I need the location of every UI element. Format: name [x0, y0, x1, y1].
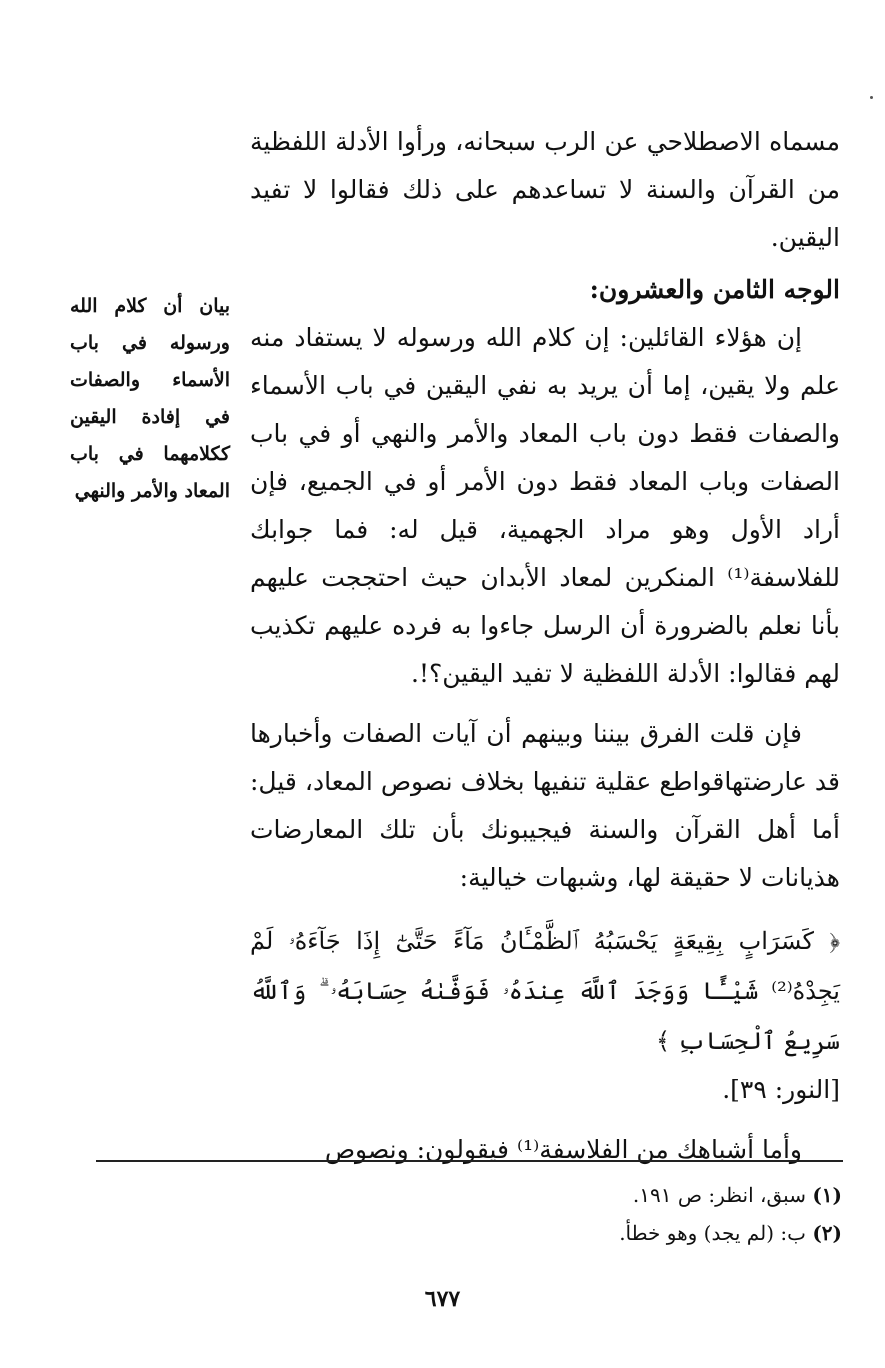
footnote-number: (١) [812, 1183, 842, 1207]
paragraph-3: وأما أشباهك من الفلاسفة⁽¹⁾ فيقولون: ونصوص [324, 1135, 802, 1164]
footnote-1 [400, 1176, 842, 1214]
footnote-text: ب: (لم يجد) وهو خطأ. [619, 1221, 806, 1245]
footnote-text: سبق، انظر: ص ١٩١. [632, 1183, 806, 1207]
main-text-column [250, 118, 840, 1174]
scan-speck [870, 96, 873, 99]
intro-paragraph: مسماه الاصطلاحي عن الرب سبحانه، ورأوا الأدلة اللفظية من القرآن والسنة لا تساعدهم على ذلك فقالوا لا تفيد اليقين. [250, 127, 840, 252]
verse-citation: [النور: ٣٩]. [722, 1075, 840, 1104]
footnote-2 [400, 1214, 842, 1252]
footnote-number: (٢) [812, 1221, 842, 1245]
paragraph-1: إن هؤلاء القائلين: إن كلام الله ورسوله لا يستفاد منه علم ولا يقين، إما أن يريد به نفي اليقين في باب الأسماء والصفات فقط دون باب المعاد والأمر والنهي أو في باب الصفات وباب المعاد فقط دون الأمر أو في الجميع، فإن أراد الأول وهو مراد الجهمية، قيل له: فما جوابك للفلاسفة⁽¹⁾ المنكرين لمعاد الأبدان حيث احتججت عليهم بأنا نعلم بالضرورة أن الرسل جاءوا به فرده عليهم تكذيب لهم فقالوا: الأدلة اللفظية لا تفيد اليقين؟!. [250, 323, 840, 688]
page-number: ٦٧٧ [424, 1286, 461, 1312]
margin-note: بيان أن كلام الله ورسوله في باب الأسماء والصفات في إفادة اليقين ككلامهما في باب المعاد والأمر والنهي [70, 295, 230, 502]
paragraph-2: فإن قلت الفرق بيننا وبينهم أن آيات الصفات وأخبارها قد عارضتهاقواطع عقلية تنفيها بخلاف نصوص المعاد، قيل: أما أهل القرآن والسنة فيجيبونك بأن تلك المعارضات هذيانات لا حقيقة لها، وشبهات خيالية: [250, 719, 840, 892]
footnote-divider [96, 1160, 843, 1162]
quran-verse: ﴿ كَسَرَابٍ بِقِيعَةٍ يَحْسَبُهُ ٱلظَّمْـَٔانُ مَآءً حَتَّىٰٓ إِذَا جَآءَهُۥ لَمْ يَجِدْهُ⁽²⁾ شَيْـًٔا وَوَجَدَ ٱللَّهَ عِندَهُۥ فَوَفَّىٰهُ حِسَابَهُۥ ۗ وَٱللَّهُ سَرِيعُ ٱلْحِسَابِ ﴾ [250, 927, 840, 1055]
section-heading: الوجه الثامن والعشرون: [589, 275, 840, 304]
footnotes [400, 1176, 842, 1252]
